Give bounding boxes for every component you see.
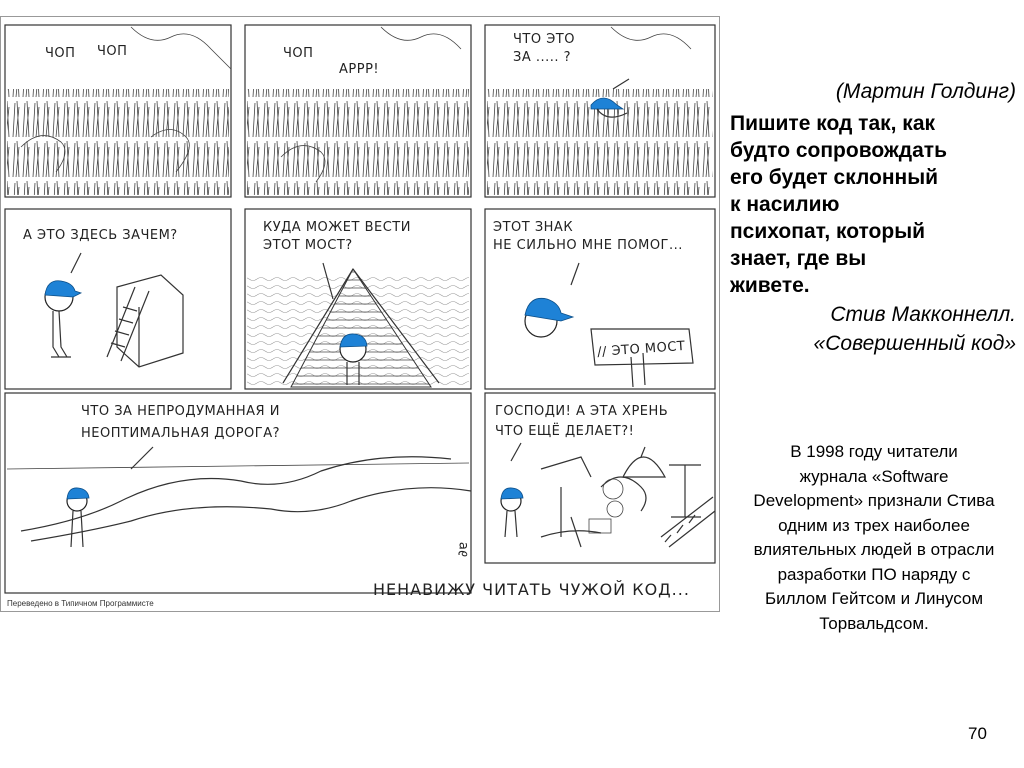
panel5-line1: КУДА МОЖЕТ ВЕСТИ: [263, 220, 411, 235]
fact-line: Development» признали Стива: [753, 491, 995, 510]
fact-line: влиятельных людей в отрасли: [753, 540, 995, 559]
panel7-line2: НЕОПТИМАЛЬНАЯ ДОРОГА?: [81, 426, 280, 441]
comic-panel-4: [5, 209, 231, 389]
fact-line: разработки ПО наряду с: [777, 564, 971, 584]
quote-line: будто сопровождать: [730, 139, 947, 162]
comic-credit: Переведено в Типичном Программисте: [7, 599, 154, 608]
quote-line: Пишите код так, как: [730, 112, 936, 135]
panel6-sign-text: // ЭТО МОСТ: [596, 338, 686, 361]
svg-text:∂ɐ: ∂ɐ: [456, 541, 471, 557]
comic-strip: [0, 16, 720, 612]
comic-caption: НЕНАВИЖУ ЧИТАТЬ ЧУЖОЙ КОД...: [373, 580, 690, 599]
comic-panel-3: [485, 25, 715, 197]
comic-panel-2: [245, 25, 471, 197]
panel6-line2: НЕ СИЛЬНО МНЕ ПОМОГ...: [493, 238, 683, 253]
panel8-line2: ЧТО ЕЩЁ ДЕЛАЕТ?!: [495, 424, 635, 439]
sound-chop-1: ЧОП: [45, 46, 76, 61]
quote-text: [730, 110, 1022, 299]
panel7-line1: ЧТО ЗА НЕПРОДУМАННАЯ И: [81, 404, 280, 419]
comic-panel-8: [485, 393, 715, 563]
quote-source-book: «Совершенный код»: [813, 332, 1016, 355]
quote-line: живете.: [730, 274, 810, 297]
fact-paragraph: [724, 440, 1024, 636]
quote-line: его будет склонный: [730, 166, 939, 189]
quote-line: психопат, который: [730, 220, 926, 243]
panel5-line2: ЭТОТ МОСТ?: [263, 238, 353, 253]
quote-source-author: Стив Макконнелл.: [830, 303, 1016, 326]
comic-panel-7: [5, 393, 471, 593]
comic-panel-1: [5, 25, 231, 197]
quote-line: знает, где вы: [730, 247, 867, 270]
panel3-line2: ЗА ..... ?: [513, 50, 572, 65]
comic-panel-5: [245, 209, 471, 389]
fact-line: Торвальдсом.: [819, 613, 929, 633]
panel3-line1: ЧТО ЭТО: [513, 32, 575, 47]
fact-line: Биллом Гейтсом и Линусом: [764, 589, 984, 608]
comic-panel-6: [485, 209, 715, 389]
panel4-speech: А ЭТО ЗДЕСЬ ЗАЧЕМ?: [23, 228, 178, 243]
fact-line: журнала «Software: [799, 466, 949, 486]
fact-line: одним из трех наиболее: [778, 515, 970, 535]
sound-chop-3: ЧОП: [283, 46, 314, 61]
sound-argh: АРРР!: [339, 62, 380, 77]
panel8-line1: ГОСПОДИ! А ЭТА ХРЕНЬ: [495, 404, 669, 419]
page-number: 70: [968, 724, 987, 743]
panel6-line1: ЭТОТ ЗНАК: [493, 220, 574, 235]
fact-line: В 1998 году читатели: [790, 442, 958, 461]
quote-block: [722, 80, 1022, 357]
quote-line: к насилию: [730, 193, 840, 216]
sound-chop-2: ЧОП: [97, 44, 128, 59]
quote-author: (Мартин Голдинг): [835, 80, 1016, 103]
